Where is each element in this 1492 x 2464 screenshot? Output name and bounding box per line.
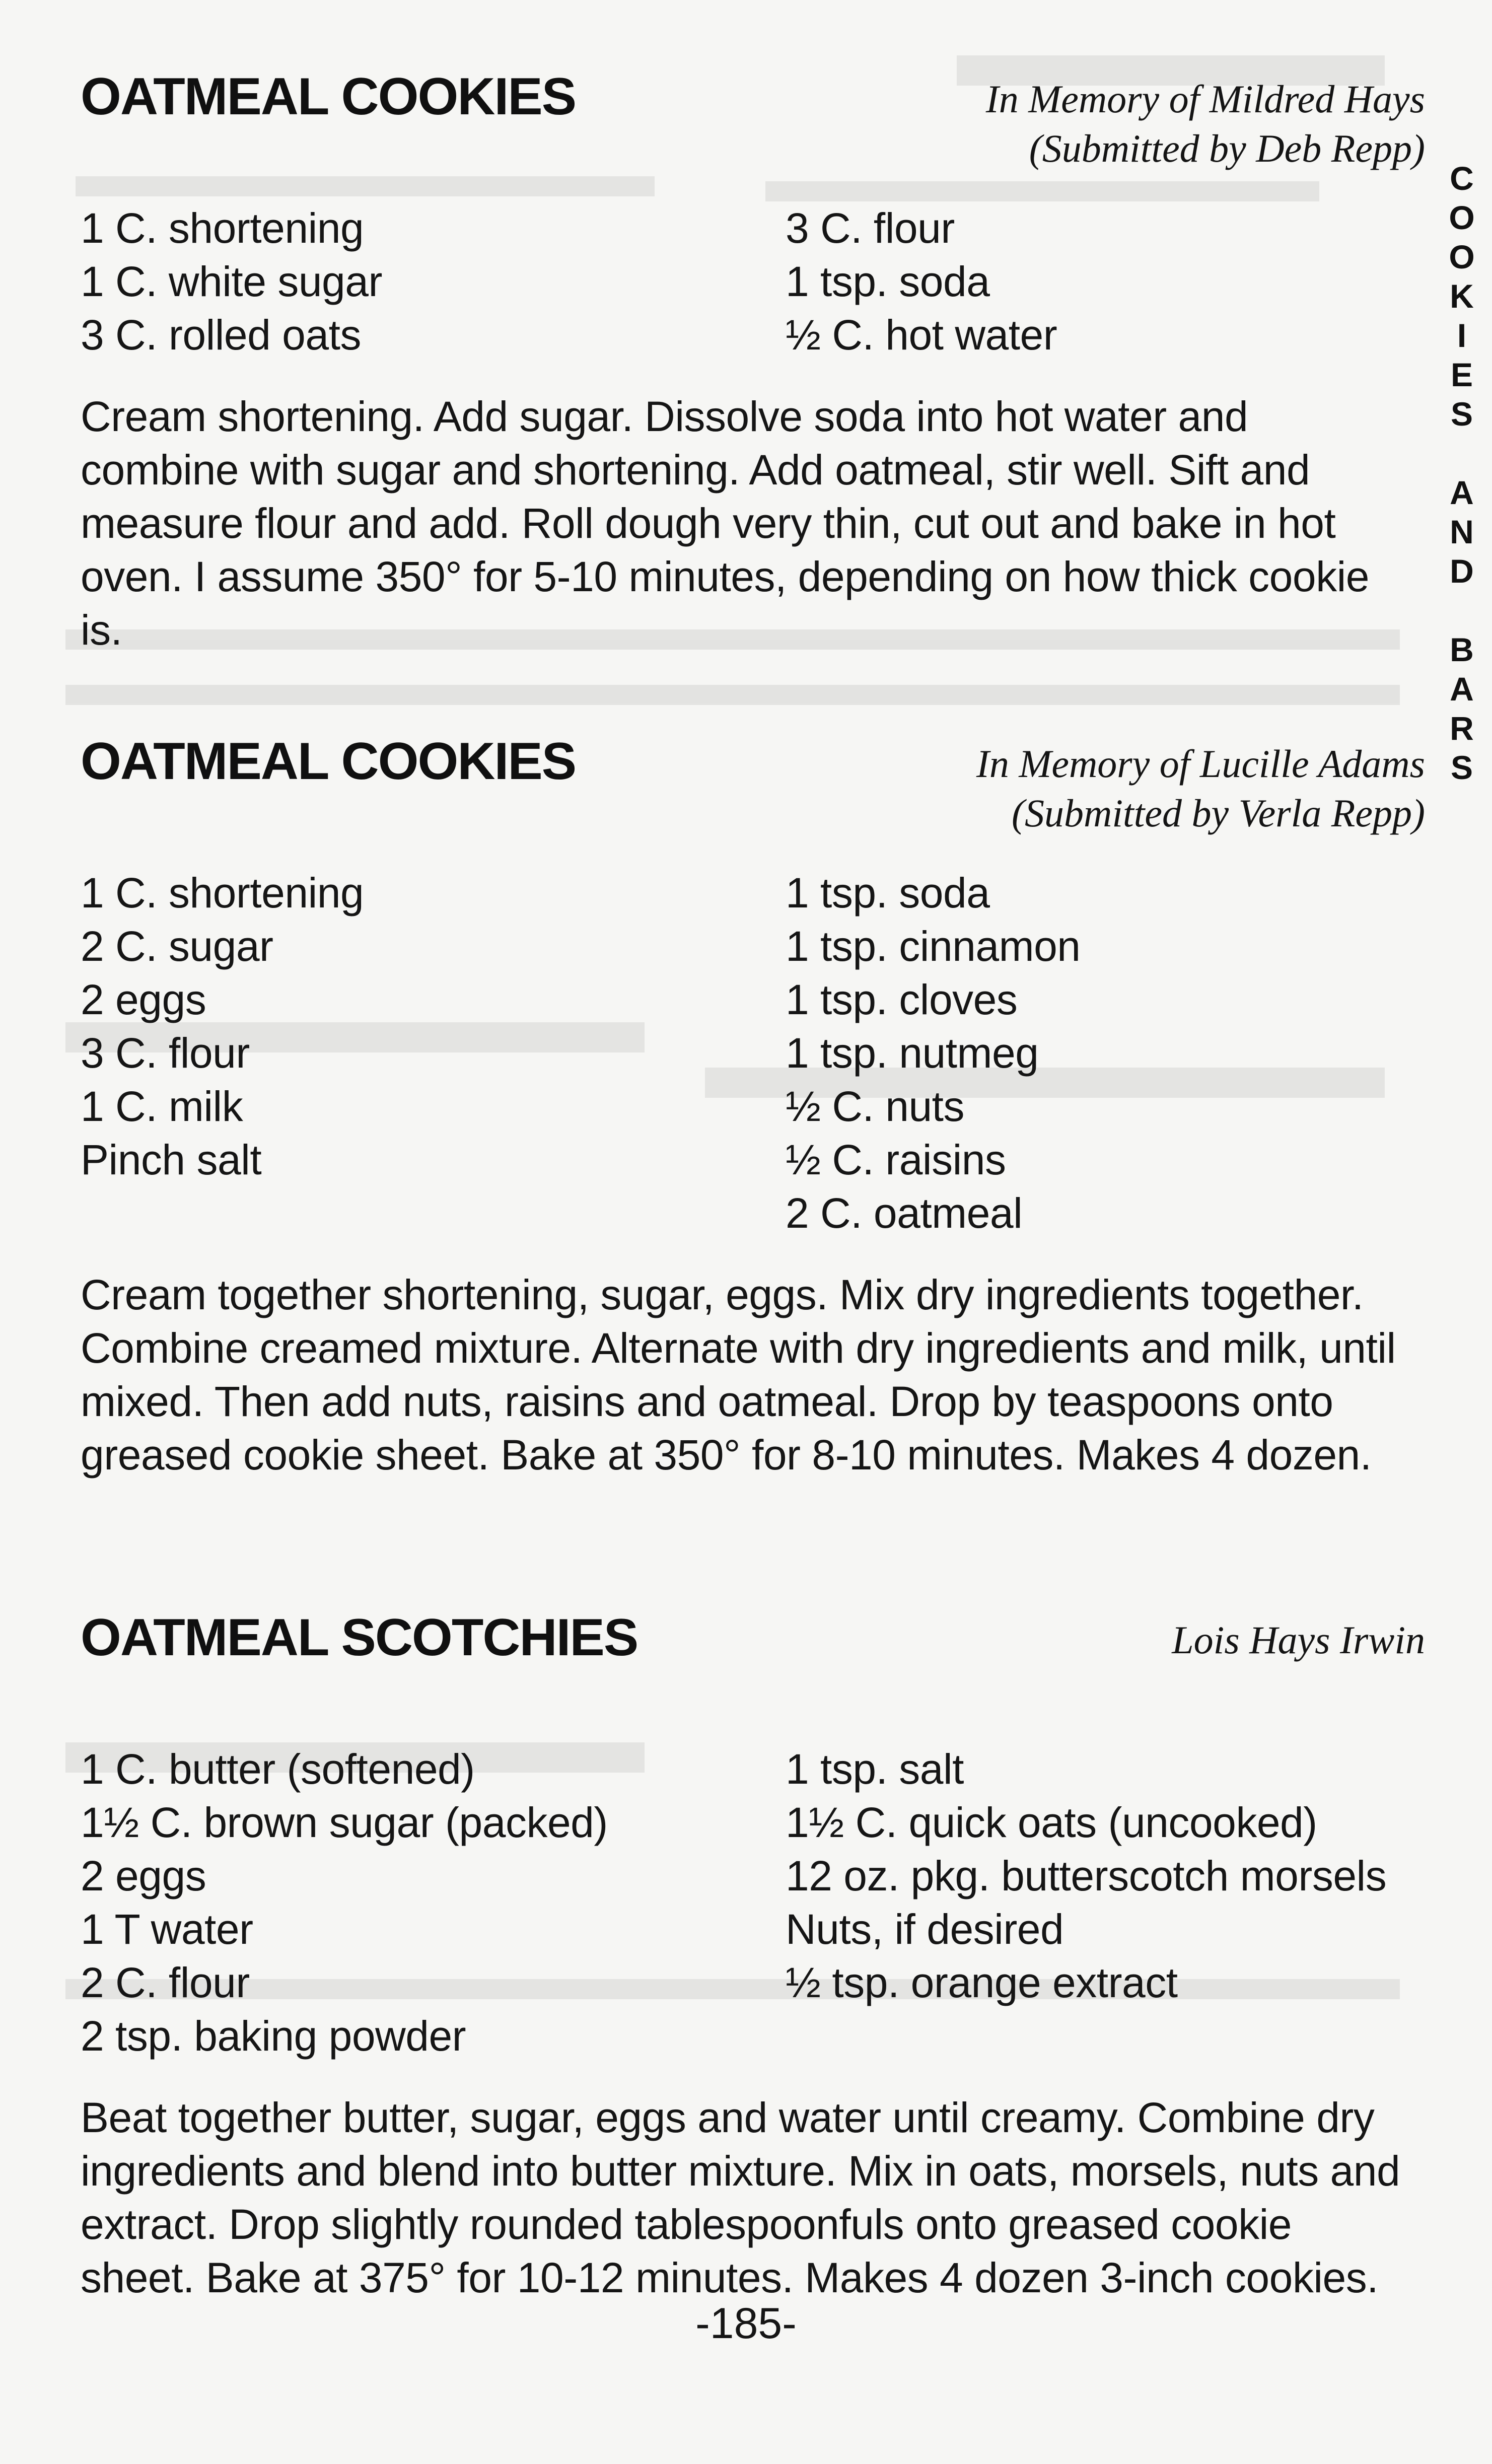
- tab-letter: C: [1450, 160, 1474, 197]
- ingredient: 1 C. shortening: [81, 869, 364, 917]
- ingredient: 3 C. flour: [81, 1029, 250, 1077]
- ingredient: 1½ C. quick oats (uncooked): [786, 1799, 1317, 1846]
- tab-letter: B: [1450, 631, 1474, 668]
- recipe-title: OATMEAL COOKIES: [81, 67, 576, 126]
- tab-letter: O: [1449, 199, 1475, 236]
- recipe-instructions: Cream shortening. Add sugar. Dissolve soda into hot water and combine with sugar and shortening. Add oatmeal, stir well. Sift and measure flour and add. Roll dough very thin, cut out and bake in hot oven. I assume 350° for 5-10 minutes, depending on how thick cookie is.: [81, 393, 1369, 654]
- ingredient: 3 C. flour: [786, 204, 955, 252]
- ingredients: [81, 866, 1425, 1240]
- ingredient: 1 tsp. nutmeg: [786, 1029, 1039, 1077]
- ingredient: 2 C. flour: [81, 1959, 250, 2006]
- ingredient: 2 C. sugar: [81, 923, 273, 970]
- ingredient: 1 tsp. soda: [786, 258, 990, 305]
- recipe-header: [65, 60, 1425, 201]
- recipe-credit: [1172, 1615, 1425, 1665]
- page-number: -185-: [695, 2299, 797, 2348]
- recipe-oatmeal-cookies-adams: [65, 725, 1425, 1482]
- ingredient: ½ C. raisins: [786, 1136, 1006, 1183]
- ingredient: 12 oz. pkg. butterscotch morsels: [786, 1852, 1387, 1899]
- tab-letter: R: [1450, 710, 1474, 747]
- credit-submitter: (Submitted by Verla Repp): [1012, 791, 1425, 835]
- tab-letter: O: [1449, 238, 1475, 275]
- recipe-title: OATMEAL COOKIES: [81, 732, 576, 791]
- ingredient: 2 eggs: [81, 1852, 206, 1899]
- ingredient: 1 C. milk: [81, 1083, 243, 1130]
- recipe-title: OATMEAL SCOTCHIES: [81, 1608, 638, 1667]
- ingredient: ½ C. hot water: [786, 311, 1057, 359]
- ingredient: Nuts, if desired: [786, 1906, 1064, 1953]
- tab-letter: S: [1450, 395, 1473, 433]
- recipe-oatmeal-cookies-hays: [65, 60, 1425, 657]
- credit-submitter: (Submitted by Deb Repp): [1029, 126, 1425, 171]
- tab-letter: A: [1450, 474, 1474, 511]
- ingredients: [81, 201, 1425, 362]
- ingredient: 2 eggs: [81, 976, 206, 1023]
- credit-memorial: In Memory of Lucille Adams: [976, 742, 1425, 786]
- ingredient-column-right: [786, 866, 1440, 1240]
- tab-letter: K: [1450, 277, 1474, 315]
- ingredient: 1 tsp. soda: [786, 869, 990, 917]
- ingredient: 1 C. butter (softened): [81, 1745, 475, 1793]
- recipe-credit: [986, 75, 1425, 174]
- ingredient: Pinch salt: [81, 1136, 262, 1183]
- tab-letter: A: [1450, 670, 1474, 708]
- tab-letter: S: [1450, 749, 1473, 786]
- credit-memorial: In Memory of Mildred Hays: [985, 77, 1425, 121]
- credit-author: Lois Hays Irwin: [1172, 1618, 1425, 1662]
- tab-letter: N: [1450, 513, 1474, 550]
- ingredient-column-left: [81, 866, 786, 1240]
- tab-letter: I: [1457, 317, 1467, 354]
- ingredient: 3 C. rolled oats: [81, 311, 361, 359]
- ingredient: 1 C. white sugar: [81, 258, 382, 305]
- section-tab-cookies-and-bars: [1442, 159, 1482, 787]
- recipe-instructions: Cream together shortening, sugar, eggs. Mix dry ingredients together. Combine creamed mixture. Alternate with dry ingredients and milk, until mixed. Then add nuts, raisins and oatmeal. Drop by teaspoons onto greased cookie sheet. Bake at 350° for 8-10 minutes. Makes 4 dozen.: [81, 1271, 1396, 1479]
- tab-letter: E: [1450, 356, 1473, 393]
- ingredient: 1 tsp. cloves: [786, 976, 1018, 1023]
- recipe-header: [65, 1601, 1425, 1742]
- ingredient-column-right: [786, 201, 1440, 362]
- ingredient: 1 T water: [81, 1906, 253, 1953]
- recipe-oatmeal-scotchies: [65, 1601, 1425, 2304]
- ingredient: 2 tsp. baking powder: [81, 2012, 466, 2060]
- ingredient-column-left: [81, 201, 786, 362]
- recipe-header: [65, 725, 1425, 866]
- ingredient: ½ tsp. orange extract: [786, 1959, 1178, 2006]
- ingredient: 2 C. oatmeal: [786, 1189, 1023, 1237]
- ingredient-column-right: [786, 1742, 1440, 2063]
- ingredient: 1 tsp. salt: [786, 1745, 964, 1793]
- recipe-credit: [976, 739, 1425, 838]
- recipe-instructions: Beat together butter, sugar, eggs and water until creamy. Combine dry ingredients and blend into butter mixture. Mix in oats, morsels, nuts and extract. Drop slightly rounded tablespoonfuls onto greased cookie sheet. Bake at 375° for 10-12 minutes. Makes 4 dozen 3-inch cookies.: [81, 2094, 1400, 2301]
- tab-letter: D: [1450, 552, 1474, 590]
- ingredient: 1 tsp. cinnamon: [786, 923, 1081, 970]
- ingredient: 1 C. shortening: [81, 204, 364, 252]
- ingredient: 1½ C. brown sugar (packed): [81, 1799, 608, 1846]
- ingredient: ½ C. nuts: [786, 1083, 965, 1130]
- ingredients: [81, 1742, 1425, 2063]
- ingredient-column-left: [81, 1742, 786, 2063]
